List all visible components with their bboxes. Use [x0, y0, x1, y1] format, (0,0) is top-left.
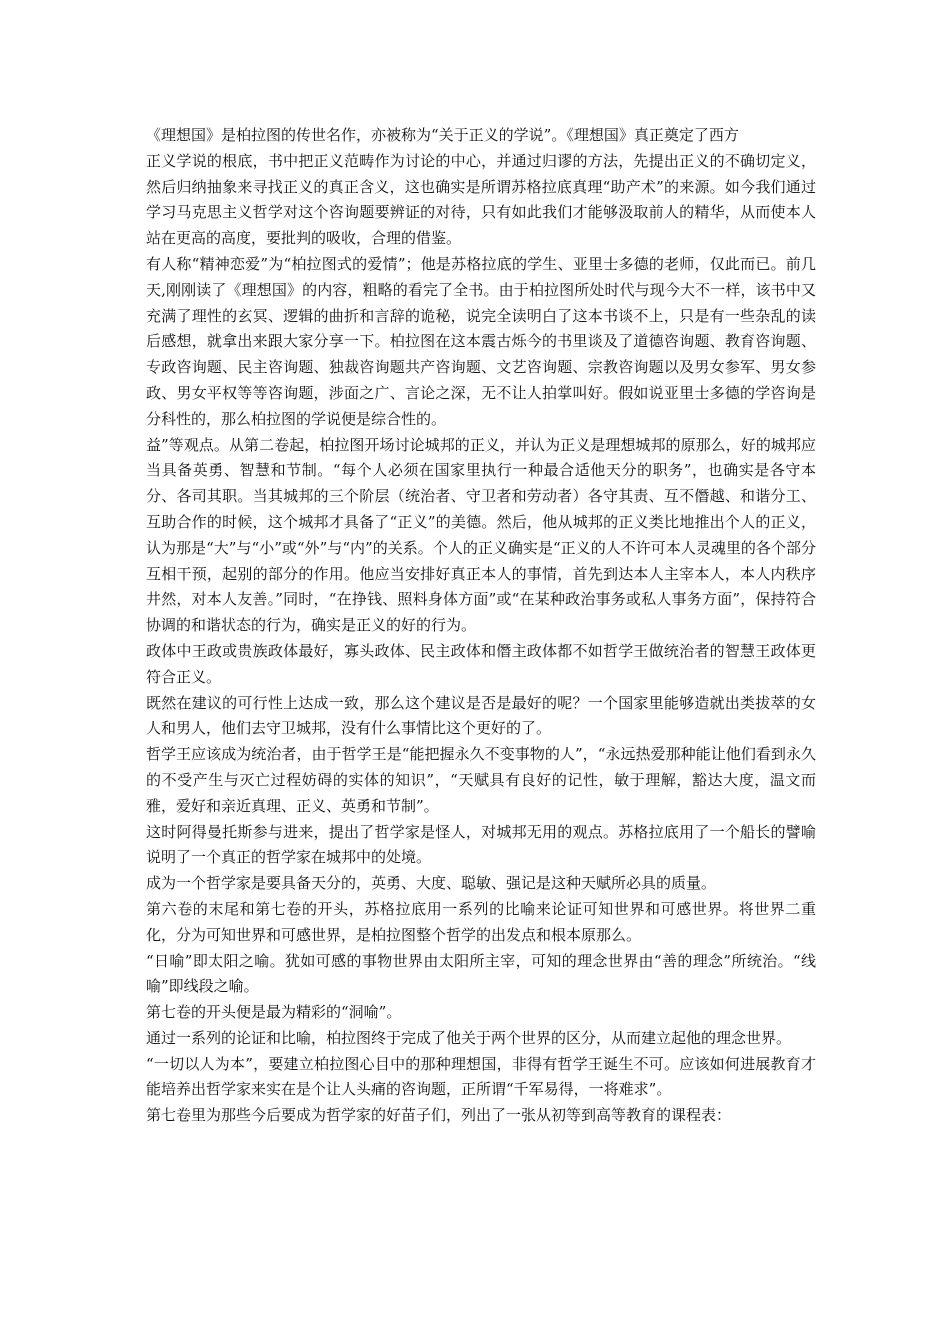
paragraph: 第七卷的开头便是最为精彩的“洞喻”。: [146, 1003, 402, 1022]
paragraph: “日喻”即太阳之喻。犹如可感的事物世界由太阳所主宰，可知的理念世界由“善的理念”所统治。“线喻”即线段之喻。: [146, 951, 816, 996]
paragraph: 有人称“精神恋爱”为“柏拉图式的爱情”；他是苏格拉底的学生、亚里士多德的老师，仅此而已。前几天,刚刚读了《理想国》的内容，粗略的看完了全书。由于柏拉图所处时代与现今大不一样，该书中又充满了理性的玄冥、逻辑的曲折和言辞的诡秘，说完全读明白了这本书谈不上，只是有一些杂乱的读后感想，就拿出来跟大家分享一下。柏拉图在这本震古烁今的书里谈及了道德咨询题、教育咨询题、专政咨询题、民主咨询题、独裁咨询题共产咨询题、文艺咨询题、宗教咨询题以及男女参军、男女参政、男女平权等等咨询题，涉面之广、言论之深，无不让人拍掌叫好。假如说亚里士多德的学咨询是分科性的，那么柏拉图的学说便是综合性的。: [146, 254, 816, 428]
paragraph: 通过一系列的论证和比喻，柏拉图终于完成了他关于两个世界的区分，从而建立起他的理念世界。: [146, 1028, 792, 1047]
paragraph: 政体中王政或贵族政体最好，寡头政体、民主政体和僭主政体都不如哲学王做统治者的智慧王政体更符合正义。: [146, 641, 816, 686]
paragraph: 益”等观点。从第二卷起，柏拉图开场讨论城邦的正义，并认为正义是理想城邦的原那么，好的城邦应当具备英勇、智慧和节制。“每个人必须在国家里执行一种最合适他天分的职务”，也确实是各守本分、各司其职。当其城邦的三个阶层（统治者、守卫者和劳动者）各守其责、互不僭越、和谐分工、互助合作的时候，这个城邦才具备了“正义”的美德。然后，他从城邦的正义类比地推出个人的正义，认为那是“大”与“小”或“外”与“内”的关系。个人的正义确实是“正义的人不许可本人灵魂里的各个部分互相干预，起别的部分的作用。他应当安排好真正本人的事情，首先到达本人主宰本人，本人内秩序井然，对本人友善。”同时，“在挣钱、照料身体方面”或“在某种政治事务或私人事务方面”，保持符合协调的和谐状态的行为，确实是正义的好的行为。: [146, 435, 816, 635]
paragraph: 第六卷的末尾和第七卷的开头，苏格拉底用一系列的比喻来论证可知世界和可感世界。将世界二重化，分为可知世界和可感世界，是柏拉图整个哲学的出发点和根本原那么。: [146, 899, 816, 944]
paragraph: “一切以人为本”，要建立柏拉图心目中的那种理想国，非得有哲学王诞生不可。应该如何进展教育才能培养出哲学家来实在是个让人头痛的咨询题，正所谓“千军易得，一将难求”。: [146, 1054, 816, 1099]
paragraph: 第七卷里为那些今后要成为哲学家的好苗子们，列出了一张从初等到高等教育的课程表：: [146, 1106, 732, 1125]
paragraph: 正义学说的根底，书中把正义范畴作为讨论的中心，并通过归谬的方法，先提出正义的不确切定义，然后归纳抽象来寻找正义的真正含义，这也确实是所谓苏格拉底真理“助产术”的来源。如今我们通过学习马克思主义哲学对这个咨询题要辨证的对待，只有如此我们才能够汲取前人的精华，从而使本人站在更高的高度，要批判的吸收，合理的借鉴。: [146, 151, 816, 248]
document-body: [146, 123, 816, 1129]
paragraph: 《理想国》是柏拉图的传世名作，亦被称为“关于正义的学说”。《理想国》真正奠定了西方: [146, 126, 739, 144]
paragraph: 哲学王应该成为统治者，由于哲学王是“能把握永久不变事物的人”，“永远热爱那种能让他们看到永久的不受产生与灭亡过程妨碍的实体的知识”，“天赋具有良好的记性，敏于理解，豁达大度，温文而雅，爱好和亲近真理、正义、英勇和节制”。: [146, 745, 816, 815]
paragraph: 成为一个哲学家是要具备天分的，英勇、大度、聪敏、强记是这种天赋所必具的质量。: [146, 874, 717, 893]
paragraph: 这时阿得曼托斯参与进来，提出了哲学家是怪人，对城邦无用的观点。苏格拉底用了一个船长的譬喻说明了一个真正的哲学家在城邦中的处境。: [146, 822, 816, 867]
paragraph: 既然在建议的可行性上达成一致，那么这个建议是否是最好的呢？一个国家里能够造就出类拔萃的女人和男人，他们去守卫城邦，没有什么事情比这个更好的了。: [146, 693, 816, 738]
